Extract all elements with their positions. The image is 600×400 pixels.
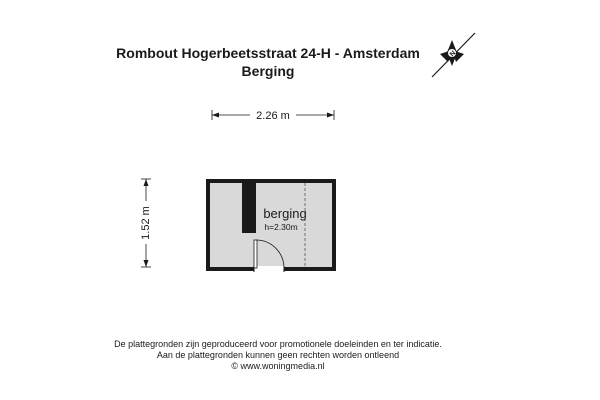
disclaimer xyxy=(0,339,556,372)
disclaimer-line-2: Aan de plattegronden kunnen geen rechten worden ontleend xyxy=(156,350,400,360)
storage-room xyxy=(206,179,336,272)
compass-north-icon xyxy=(432,33,475,77)
copyright-line: © www.woningmedia.nl xyxy=(231,361,325,371)
room-ceiling-height: h=2.30m xyxy=(264,222,298,232)
height-label: 1.52 m xyxy=(139,206,152,240)
floor-subtitle: Berging xyxy=(241,63,295,79)
disclaimer-line-1: De plattegronden zijn geproduceerd voor promotionele doeleinden en ter indicatie. xyxy=(114,339,442,349)
compass-north-label: N xyxy=(448,49,458,59)
width-dimension xyxy=(212,110,334,122)
door-leaf xyxy=(254,240,257,268)
room-name: berging xyxy=(263,206,307,221)
width-label: 2.26 m xyxy=(256,110,290,122)
chimney-column xyxy=(242,183,256,233)
address-title: Rombout Hogerbeetsstraat 24-H - Amsterdam xyxy=(116,45,420,61)
height-dimension xyxy=(140,179,152,267)
door-opening xyxy=(254,266,284,272)
